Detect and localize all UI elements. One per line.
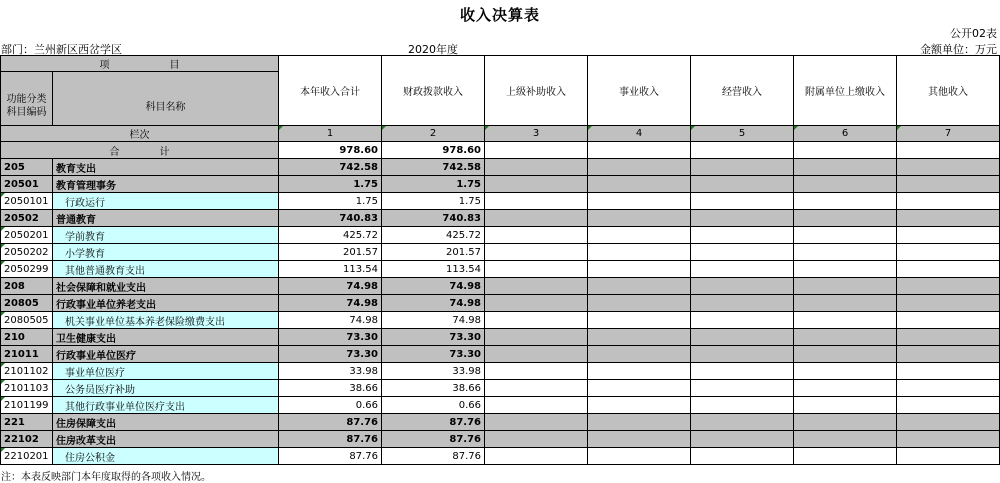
row-value-col-4 bbox=[588, 278, 691, 295]
row-name: 事业单位医疗 bbox=[53, 363, 279, 380]
row-code: 2101102 bbox=[1, 363, 53, 380]
row-value-col-1: 38.66 bbox=[279, 380, 382, 397]
row-name: 学前教育 bbox=[53, 227, 279, 244]
header-subject-name: 科目名称 bbox=[53, 87, 279, 126]
row-value-col-5 bbox=[691, 431, 794, 448]
row-value-col-6 bbox=[794, 397, 897, 414]
row-value-col-7 bbox=[897, 397, 1000, 414]
row-name: 其他行政事业单位医疗支出 bbox=[53, 397, 279, 414]
department-label: 部门：兰州新区西岔学区 bbox=[1, 43, 122, 56]
total-cell-2: 978.60 bbox=[382, 142, 485, 159]
row-value-col-2: 0.66 bbox=[382, 397, 485, 414]
row-value-col-2: 73.30 bbox=[382, 329, 485, 346]
row-value-col-5 bbox=[691, 363, 794, 380]
row-value-col-4 bbox=[588, 261, 691, 278]
report-title: 收入决算表 bbox=[459, 6, 540, 24]
row-value-col-7 bbox=[897, 176, 1000, 193]
col-number-6: 6 bbox=[794, 126, 897, 142]
row-value-col-7 bbox=[897, 278, 1000, 295]
col-header-6: 附属单位上缴收入 bbox=[794, 56, 897, 126]
total-cell-7 bbox=[897, 142, 1000, 159]
row-value-col-6 bbox=[794, 227, 897, 244]
row-value-col-6 bbox=[794, 278, 897, 295]
row-value-col-6 bbox=[794, 176, 897, 193]
row-value-col-5 bbox=[691, 244, 794, 261]
row-value-col-2: 74.98 bbox=[382, 278, 485, 295]
row-value-col-7 bbox=[897, 312, 1000, 329]
row-name: 行政运行 bbox=[53, 193, 279, 210]
row-value-col-7 bbox=[897, 346, 1000, 363]
row-value-col-3 bbox=[485, 397, 588, 414]
row-code: 2050101 bbox=[1, 193, 53, 210]
row-value-col-5 bbox=[691, 159, 794, 176]
row-name: 住房公积金 bbox=[53, 448, 279, 465]
row-value-col-2: 73.30 bbox=[382, 346, 485, 363]
row-code: 2050202 bbox=[1, 244, 53, 261]
row-code: 2210201 bbox=[1, 448, 53, 465]
row-value-col-2: 87.76 bbox=[382, 448, 485, 465]
row-value-col-7 bbox=[897, 414, 1000, 431]
row-code: 20805 bbox=[1, 295, 53, 312]
row-value-col-4 bbox=[588, 448, 691, 465]
unit-label: 金额单位：万元 bbox=[920, 43, 997, 56]
row-code: 210 bbox=[1, 329, 53, 346]
row-value-col-6 bbox=[794, 329, 897, 346]
row-value-col-2: 1.75 bbox=[382, 193, 485, 210]
row-code: 2050201 bbox=[1, 227, 53, 244]
row-value-col-2: 113.54 bbox=[382, 261, 485, 278]
col-number-1: 1 bbox=[279, 126, 382, 142]
row-value-col-7 bbox=[897, 227, 1000, 244]
row-code: 208 bbox=[1, 278, 53, 295]
col-number-5: 5 bbox=[691, 126, 794, 142]
row-name: 小学教育 bbox=[53, 244, 279, 261]
total-cell-4 bbox=[588, 142, 691, 159]
row-value-col-5 bbox=[691, 380, 794, 397]
row-value-col-1: 73.30 bbox=[279, 329, 382, 346]
table-row bbox=[1, 278, 1000, 295]
row-value-col-3 bbox=[485, 380, 588, 397]
row-value-col-1: 74.98 bbox=[279, 295, 382, 312]
row-value-col-3 bbox=[485, 295, 588, 312]
table-row bbox=[1, 193, 1000, 210]
row-value-col-3 bbox=[485, 431, 588, 448]
row-value-col-3 bbox=[485, 193, 588, 210]
row-value-col-7 bbox=[897, 261, 1000, 278]
col-header-4: 事业收入 bbox=[588, 56, 691, 126]
col-number-7: 7 bbox=[897, 126, 1000, 142]
table-row bbox=[1, 312, 1000, 329]
row-value-col-7 bbox=[897, 448, 1000, 465]
row-value-col-5 bbox=[691, 448, 794, 465]
row-code: 2101199 bbox=[1, 397, 53, 414]
row-value-col-3 bbox=[485, 159, 588, 176]
table-row bbox=[1, 244, 1000, 261]
row-value-col-4 bbox=[588, 210, 691, 227]
row-value-col-6 bbox=[794, 295, 897, 312]
table-row bbox=[1, 329, 1000, 346]
col-number-4: 4 bbox=[588, 126, 691, 142]
row-value-col-2: 740.83 bbox=[382, 210, 485, 227]
row-value-col-2: 201.57 bbox=[382, 244, 485, 261]
row-value-col-4 bbox=[588, 244, 691, 261]
header-xiangmu: 项 目 bbox=[1, 56, 279, 72]
row-value-col-4 bbox=[588, 295, 691, 312]
row-value-col-6 bbox=[794, 380, 897, 397]
row-code: 21011 bbox=[1, 346, 53, 363]
row-name: 行政事业单位医疗 bbox=[53, 346, 279, 363]
row-value-col-6 bbox=[794, 193, 897, 210]
row-value-col-1: 113.54 bbox=[279, 261, 382, 278]
row-value-col-4 bbox=[588, 363, 691, 380]
table-row bbox=[1, 380, 1000, 397]
row-value-col-4 bbox=[588, 159, 691, 176]
row-value-col-1: 73.30 bbox=[279, 346, 382, 363]
row-value-col-1: 425.72 bbox=[279, 227, 382, 244]
row-value-col-7 bbox=[897, 159, 1000, 176]
row-name: 机关事业单位基本养老保险缴费支出 bbox=[53, 312, 279, 329]
row-value-col-5 bbox=[691, 295, 794, 312]
table-row bbox=[1, 176, 1000, 193]
table-row bbox=[1, 414, 1000, 431]
row-value-col-4 bbox=[588, 346, 691, 363]
row-value-col-5 bbox=[691, 261, 794, 278]
header-func-code: 功能分类科目编码 bbox=[1, 87, 53, 126]
row-value-col-2: 74.98 bbox=[382, 312, 485, 329]
row-value-col-4 bbox=[588, 431, 691, 448]
year-label: 2020年度 bbox=[408, 43, 458, 56]
row-value-col-6 bbox=[794, 244, 897, 261]
row-value-col-1: 740.83 bbox=[279, 210, 382, 227]
row-value-col-2: 742.58 bbox=[382, 159, 485, 176]
row-value-col-2: 87.76 bbox=[382, 414, 485, 431]
row-value-col-7 bbox=[897, 210, 1000, 227]
col-header-2: 财政拨款收入 bbox=[382, 56, 485, 126]
row-value-col-1: 1.75 bbox=[279, 176, 382, 193]
table-row bbox=[1, 346, 1000, 363]
row-code: 20501 bbox=[1, 176, 53, 193]
row-value-col-4 bbox=[588, 414, 691, 431]
header-heji: 合 计 bbox=[1, 142, 279, 159]
row-value-col-3 bbox=[485, 312, 588, 329]
total-cell-6 bbox=[794, 142, 897, 159]
row-name: 行政事业单位养老支出 bbox=[53, 295, 279, 312]
table-row bbox=[1, 448, 1000, 465]
row-code: 2080505 bbox=[1, 312, 53, 329]
row-code: 22102 bbox=[1, 431, 53, 448]
row-value-col-3 bbox=[485, 329, 588, 346]
row-value-col-7 bbox=[897, 244, 1000, 261]
row-value-col-7 bbox=[897, 193, 1000, 210]
row-value-col-3 bbox=[485, 414, 588, 431]
total-cell-3 bbox=[485, 142, 588, 159]
table-row bbox=[1, 227, 1000, 244]
row-value-col-7 bbox=[897, 329, 1000, 346]
row-value-col-5 bbox=[691, 414, 794, 431]
row-value-col-4 bbox=[588, 176, 691, 193]
row-code: 205 bbox=[1, 159, 53, 176]
row-value-col-4 bbox=[588, 380, 691, 397]
row-value-col-7 bbox=[897, 295, 1000, 312]
row-value-col-1: 74.98 bbox=[279, 278, 382, 295]
row-value-col-3 bbox=[485, 363, 588, 380]
row-value-col-6 bbox=[794, 210, 897, 227]
footnote: 注：本表反映部门本年度取得的各项收入情况。 bbox=[1, 472, 211, 483]
total-cell-1: 978.60 bbox=[279, 142, 382, 159]
row-value-col-1: 201.57 bbox=[279, 244, 382, 261]
row-value-col-2: 1.75 bbox=[382, 176, 485, 193]
row-value-col-6 bbox=[794, 261, 897, 278]
row-value-col-4 bbox=[588, 227, 691, 244]
table-row bbox=[1, 261, 1000, 278]
row-value-col-3 bbox=[485, 261, 588, 278]
row-value-col-2: 425.72 bbox=[382, 227, 485, 244]
row-name: 卫生健康支出 bbox=[53, 329, 279, 346]
row-value-col-1: 0.66 bbox=[279, 397, 382, 414]
row-value-col-1: 1.75 bbox=[279, 193, 382, 210]
row-code: 20502 bbox=[1, 210, 53, 227]
row-value-col-5 bbox=[691, 176, 794, 193]
table-row bbox=[1, 210, 1000, 227]
table-row bbox=[1, 363, 1000, 380]
row-value-col-3 bbox=[485, 278, 588, 295]
row-value-col-6 bbox=[794, 312, 897, 329]
row-value-col-2: 87.76 bbox=[382, 431, 485, 448]
row-value-col-1: 87.76 bbox=[279, 448, 382, 465]
row-name: 教育支出 bbox=[53, 159, 279, 176]
row-value-col-5 bbox=[691, 312, 794, 329]
row-name: 普通教育 bbox=[53, 210, 279, 227]
row-name: 社会保障和就业支出 bbox=[53, 278, 279, 295]
row-value-col-3 bbox=[485, 244, 588, 261]
row-code: 221 bbox=[1, 414, 53, 431]
row-name: 公务员医疗补助 bbox=[53, 380, 279, 397]
col-number-3: 3 bbox=[485, 126, 588, 142]
row-value-col-6 bbox=[794, 414, 897, 431]
table-row bbox=[1, 295, 1000, 312]
row-code: 2050299 bbox=[1, 261, 53, 278]
row-value-col-5 bbox=[691, 210, 794, 227]
row-value-col-6 bbox=[794, 448, 897, 465]
row-value-col-3 bbox=[485, 176, 588, 193]
row-value-col-3 bbox=[485, 210, 588, 227]
col-number-2: 2 bbox=[382, 126, 485, 142]
row-value-col-6 bbox=[794, 346, 897, 363]
row-value-col-7 bbox=[897, 363, 1000, 380]
row-value-col-3 bbox=[485, 346, 588, 363]
row-value-col-5 bbox=[691, 278, 794, 295]
header-lanci: 栏次 bbox=[1, 126, 279, 142]
row-value-col-7 bbox=[897, 431, 1000, 448]
row-value-col-5 bbox=[691, 329, 794, 346]
row-value-col-1: 87.76 bbox=[279, 414, 382, 431]
total-cell-5 bbox=[691, 142, 794, 159]
table-row bbox=[1, 159, 1000, 176]
row-value-col-5 bbox=[691, 346, 794, 363]
row-value-col-4 bbox=[588, 329, 691, 346]
table-row bbox=[1, 431, 1000, 448]
row-name: 住房改革支出 bbox=[53, 431, 279, 448]
row-value-col-6 bbox=[794, 363, 897, 380]
row-value-col-3 bbox=[485, 227, 588, 244]
row-value-col-4 bbox=[588, 312, 691, 329]
row-value-col-6 bbox=[794, 159, 897, 176]
row-name: 住房保障支出 bbox=[53, 414, 279, 431]
col-header-1: 本年收入合计 bbox=[279, 56, 382, 126]
row-value-col-3 bbox=[485, 448, 588, 465]
row-value-col-5 bbox=[691, 227, 794, 244]
col-header-3: 上级补助收入 bbox=[485, 56, 588, 126]
row-value-col-5 bbox=[691, 193, 794, 210]
row-value-col-5 bbox=[691, 397, 794, 414]
row-value-col-2: 33.98 bbox=[382, 363, 485, 380]
income-table bbox=[0, 55, 1000, 465]
row-value-col-2: 38.66 bbox=[382, 380, 485, 397]
col-header-7: 其他收入 bbox=[897, 56, 1000, 126]
row-value-col-6 bbox=[794, 431, 897, 448]
row-value-col-1: 87.76 bbox=[279, 431, 382, 448]
table-code: 公开02表 bbox=[950, 27, 997, 40]
table-row bbox=[1, 397, 1000, 414]
row-value-col-1: 742.58 bbox=[279, 159, 382, 176]
col-header-5: 经营收入 bbox=[691, 56, 794, 126]
row-value-col-4 bbox=[588, 397, 691, 414]
row-name: 教育管理事务 bbox=[53, 176, 279, 193]
row-value-col-7 bbox=[897, 380, 1000, 397]
row-value-col-2: 74.98 bbox=[382, 295, 485, 312]
row-value-col-1: 33.98 bbox=[279, 363, 382, 380]
row-value-col-4 bbox=[588, 193, 691, 210]
row-value-col-1: 74.98 bbox=[279, 312, 382, 329]
row-code: 2101103 bbox=[1, 380, 53, 397]
row-name: 其他普通教育支出 bbox=[53, 261, 279, 278]
